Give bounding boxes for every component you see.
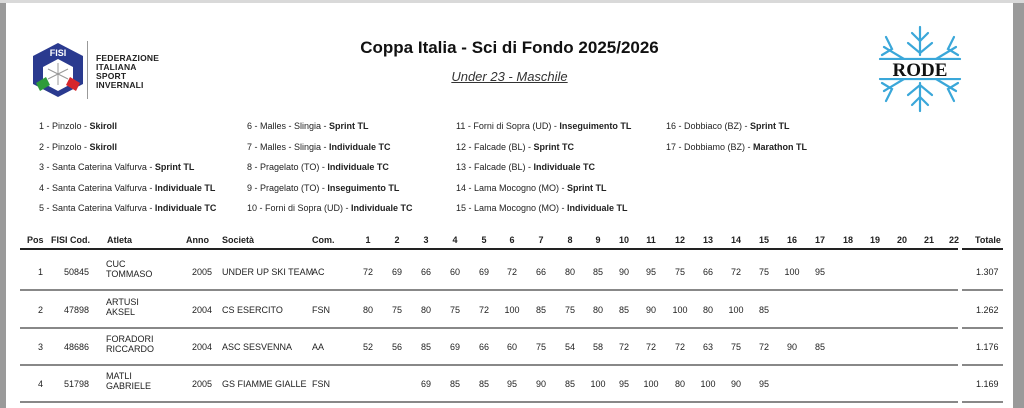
cell-points: 80: [420, 305, 431, 315]
race-item: 2 - Pinzolo - Skiroll: [39, 141, 118, 152]
cell-points: 95: [758, 379, 769, 389]
cell-points: 72: [674, 342, 685, 352]
cell-club: CS ESERCITO: [222, 305, 283, 315]
cell-year: 2005: [192, 379, 213, 389]
cell-points: 72: [645, 342, 656, 352]
cell-athlete: CUC TOMMASO: [106, 259, 153, 279]
cell-points: 75: [535, 342, 546, 352]
rode-snowflake-logo-icon: [876, 23, 964, 115]
cell-points: 66: [478, 342, 489, 352]
cell-points: 56: [391, 342, 402, 352]
col-race: 12: [674, 235, 685, 245]
race-item: 15 - Lama Mocogno (MO) - Individuale TL: [456, 203, 628, 213]
col-race: 1: [365, 235, 371, 245]
col-race: 18: [842, 235, 853, 245]
cell-points: 95: [506, 379, 517, 389]
cell-club: UNDER UP SKI TEAM: [222, 267, 314, 277]
svg-text:FISI: FISI: [49, 48, 67, 58]
col-race: 13: [702, 235, 713, 245]
cell-points: 52: [362, 342, 373, 352]
race-item: 17 - Dobbiamo (BZ) - Marathon TL: [666, 141, 808, 152]
race-item: 3 - Santa Caterina Valfurva - Sprint TL: [39, 162, 195, 172]
col-race: 17: [814, 235, 825, 245]
cell-committee: AA: [312, 342, 325, 352]
cell-total: 1.176: [976, 342, 999, 352]
cell-points: 72: [506, 267, 517, 277]
race-item: 4 - Santa Caterina Valfurva - Individuale TL: [39, 182, 216, 193]
table-row: [20, 291, 1010, 328]
col-race: 6: [509, 235, 515, 245]
cell-points: 69: [420, 379, 431, 389]
col-athlete: Atleta: [107, 235, 133, 245]
cell-points: 95: [645, 267, 656, 277]
cell-points: 85: [758, 305, 769, 315]
race-item: 11 - Forni di Sopra (UD) - Inseguimento TL: [456, 121, 632, 131]
cell-points: 100: [784, 267, 800, 277]
table-header: [20, 235, 1010, 249]
cell-committee: FSN: [312, 379, 330, 389]
cell-points: 100: [728, 305, 744, 315]
cell-points: 72: [618, 342, 629, 352]
race-item: 10 - Forni di Sopra (UD) - Individuale TC: [247, 203, 413, 213]
col-race: 19: [869, 235, 880, 245]
cell-committee: AC: [312, 267, 325, 277]
row-rule-total: [962, 401, 1003, 403]
col-committee: Com.: [312, 235, 335, 245]
cell-points: 54: [564, 342, 575, 352]
race-item: 16 - Dobbiaco (BZ) - Sprint TL: [666, 121, 790, 131]
cell-points: 90: [535, 379, 546, 389]
cell-points: 90: [618, 267, 629, 277]
cell-pos: 3: [38, 342, 44, 352]
cell-committee: FSN: [312, 305, 330, 315]
col-race: 4: [452, 235, 458, 245]
cell-points: 100: [672, 305, 688, 315]
races-column-2: [247, 121, 413, 224]
cell-points: 60: [449, 267, 460, 277]
cell-total: 1.307: [976, 267, 999, 277]
cell-points: 85: [449, 379, 460, 389]
page-title: Coppa Italia - Sci di Fondo 2025/2026: [360, 38, 659, 57]
cell-pos: 2: [38, 305, 44, 315]
cell-points: 75: [449, 305, 460, 315]
document-page: [6, 3, 1013, 408]
cell-points: 63: [702, 342, 713, 352]
header-rule-total: [962, 248, 1003, 250]
cell-points: 72: [478, 305, 489, 315]
cell-points: 69: [449, 342, 460, 352]
col-race: 10: [618, 235, 629, 245]
cell-year: 2004: [192, 305, 213, 315]
races-column-4: [666, 121, 807, 162]
cell-points: 72: [362, 267, 373, 277]
cell-points: 100: [643, 379, 659, 389]
cell-fisi-code: 47898: [64, 305, 90, 315]
cell-points: 100: [504, 305, 520, 315]
cell-points: 80: [362, 305, 373, 315]
cell-points: 90: [645, 305, 656, 315]
cell-points: 80: [564, 267, 575, 277]
cell-points: 95: [618, 379, 629, 389]
col-race: 7: [538, 235, 544, 245]
cell-points: 85: [535, 305, 546, 315]
cell-points: 72: [730, 267, 741, 277]
cell-points: 69: [478, 267, 489, 277]
race-item: 14 - Lama Mocogno (MO) - Sprint TL: [456, 182, 607, 193]
federation-line: INVERNALI: [96, 80, 144, 90]
table-row: [20, 328, 1010, 365]
col-race: 3: [423, 235, 429, 245]
federation-line: FEDERAZIONE: [96, 53, 160, 63]
cell-points: 85: [564, 379, 575, 389]
cell-club: ASC SESVENNA: [222, 342, 293, 352]
cell-total: 1.169: [976, 379, 999, 389]
cell-athlete: FORADORI RICCARDO: [106, 334, 155, 354]
race-item: 12 - Falcade (BL) - Sprint TC: [456, 141, 575, 152]
cell-points: 85: [618, 305, 629, 315]
cell-points: 100: [590, 379, 606, 389]
cell-points: 75: [730, 342, 741, 352]
cell-points: 80: [592, 305, 603, 315]
cell-points: 60: [506, 342, 517, 352]
col-race: 20: [896, 235, 907, 245]
col-race: 9: [595, 235, 601, 245]
cell-points: 66: [420, 267, 431, 277]
col-total: Totale: [975, 235, 1001, 245]
cell-pos: 4: [38, 379, 44, 389]
cell-athlete: MATLI GABRIELE: [106, 371, 152, 391]
race-item: 7 - Malles - Slingia - Individuale TC: [247, 141, 391, 152]
col-race: 22: [948, 235, 959, 245]
svg-text:RODE: RODE: [892, 60, 948, 81]
cell-fisi-code: 51798: [64, 379, 90, 389]
cell-points: 75: [674, 267, 685, 277]
cell-club: GS FIAMME GIALLE: [222, 379, 307, 389]
cell-athlete: ARTUSI AKSEL: [106, 297, 139, 317]
cell-points: 90: [730, 379, 741, 389]
col-race: 15: [758, 235, 769, 245]
cell-points: 66: [702, 267, 713, 277]
col-fisi-code: FISI Cod.: [51, 235, 90, 245]
col-race: 8: [567, 235, 573, 245]
cell-points: 85: [478, 379, 489, 389]
cell-total: 1.262: [976, 305, 999, 315]
cell-points: 85: [592, 267, 603, 277]
cell-points: 75: [564, 305, 575, 315]
table-row: [20, 253, 1010, 290]
col-club: Società: [222, 235, 255, 245]
race-item: 6 - Malles - Slingia - Sprint TL: [247, 121, 369, 131]
cell-points: 72: [758, 342, 769, 352]
col-race: 14: [730, 235, 741, 245]
race-item: 8 - Pragelato (TO) - Individuale TC: [247, 162, 389, 172]
federation-line: SPORT: [96, 71, 127, 81]
cell-points: 66: [535, 267, 546, 277]
col-year: Anno: [186, 235, 209, 245]
cell-points: 80: [674, 379, 685, 389]
col-race: 21: [923, 235, 934, 245]
race-item: 5 - Santa Caterina Valfurva - Individuale TC: [39, 203, 217, 213]
col-race: 2: [394, 235, 400, 245]
cell-points: 85: [814, 342, 825, 352]
category-subtitle: Under 23 - Maschile: [451, 69, 568, 84]
header-rule: [20, 248, 958, 250]
races-column-1: [39, 121, 216, 224]
table-row: [20, 365, 1010, 402]
col-race: 5: [481, 235, 487, 245]
cell-year: 2004: [192, 342, 213, 352]
col-race: 16: [786, 235, 797, 245]
race-item: 13 - Falcade (BL) - Individuale TC: [456, 162, 596, 172]
federation-line: ITALIANA: [96, 62, 137, 72]
cell-points: 85: [420, 342, 431, 352]
cell-fisi-code: 48686: [64, 342, 90, 352]
col-race: 11: [646, 235, 656, 245]
cell-points: 90: [786, 342, 797, 352]
race-item: 9 - Pragelato (TO) - Inseguimento TL: [247, 182, 400, 193]
cell-fisi-code: 50845: [64, 267, 90, 277]
race-item: 1 - Pinzolo - Skiroll: [39, 121, 118, 131]
cell-points: 100: [700, 379, 716, 389]
cell-year: 2005: [192, 267, 213, 277]
cell-pos: 1: [38, 267, 44, 277]
cell-points: 95: [814, 267, 825, 277]
races-column-3: [456, 121, 631, 224]
cell-points: 75: [391, 305, 402, 315]
cell-points: 75: [758, 267, 769, 277]
row-rule: [20, 401, 958, 403]
cell-points: 58: [592, 342, 603, 352]
cell-points: 80: [702, 305, 713, 315]
col-pos: Pos: [27, 235, 44, 245]
cell-points: 69: [391, 267, 402, 277]
